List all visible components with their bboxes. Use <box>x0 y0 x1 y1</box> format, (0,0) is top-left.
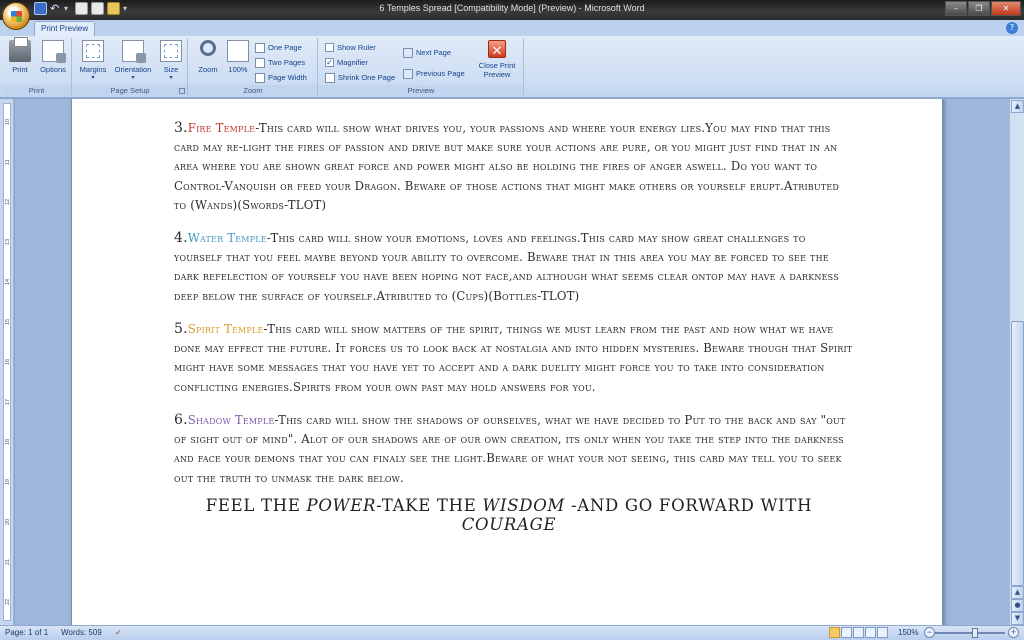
ruler-mark: 18 <box>5 438 11 445</box>
status-bar <box>0 625 1024 640</box>
fire-temple-text: -This card will show what drives you, your passions and where your energy lies.You may find that this card may re-light the fires of passion and drive but make sure your actions are pure, or you might just find that in an area where you are shown great force and power might also be holding the fires of anger aswell. Do you want to Control-Vanquish or feed your Dragon. Beware of those actions that might make others or yourself erupt.Atributed to (Wands)(Swords-TLOT) <box>174 121 840 212</box>
margins-button-label: Margins <box>79 65 107 74</box>
motto-power: POWER <box>306 496 377 515</box>
paragraph-number: 4. <box>174 230 188 246</box>
undo-icon[interactable]: ↶ <box>50 2 60 15</box>
ruler-mark: 11 <box>5 159 11 165</box>
magnifier-label: Magnifier <box>337 58 368 67</box>
zoom-button[interactable] <box>193 40 223 74</box>
print-group <box>2 38 72 96</box>
size-icon <box>160 40 182 62</box>
web-layout-icon[interactable] <box>853 627 864 638</box>
view-buttons <box>829 627 888 638</box>
motto-wisdom: WISDOM <box>482 496 566 515</box>
paragraph-number: 6. <box>174 412 188 428</box>
zoom-button-label: Zoom <box>198 65 218 74</box>
spirit-temple-text: -This card will show matters of the spirit, things we must learn from the past and how what we have done may effect the future. It forces us to look back at nostalgia and into hidden mysteries. Beware though that Spirit might have some messages that you have yet to accept and a dark duelity might force you to take into consideration conflicting energies.Spirits from your own past may hold answers for you. <box>174 322 853 394</box>
word-count[interactable]: Words: 509 <box>61 628 102 637</box>
shadow-temple-text: -This card will show the shadows of ourselves, what we have decided to Put to the back and say "out of sight out of mind". Alot of our shadows are of our own creation, its only when you take the step into the darkness and face your demons that you can finaly see the light.Beware of what your not seeing, this card may tell you to seek out the truth to unmask the dark below. <box>174 413 846 485</box>
undo-dropdown-icon[interactable]: ▾ <box>64 4 69 13</box>
orientation-button[interactable] <box>111 40 155 81</box>
zoom-slider[interactable] <box>935 632 1005 634</box>
restore-button[interactable]: ❐ <box>968 1 990 16</box>
printer-icon <box>9 40 31 62</box>
magnifier-check[interactable]: ✓ <box>326 58 333 67</box>
close-preview-label-1: Close Print <box>478 61 516 70</box>
ruler-mark: 16 <box>5 358 11 365</box>
print-group-label: Print <box>2 85 71 96</box>
vertical-scrollbar[interactable] <box>1009 99 1024 625</box>
ruler-mark: 20 <box>5 518 11 525</box>
margins-icon <box>82 40 104 62</box>
help-icon[interactable]: ? <box>1006 22 1018 34</box>
page-width-icon <box>255 73 265 83</box>
zoom-level[interactable]: 150% <box>898 628 919 637</box>
paragraph-number: 5. <box>174 321 188 337</box>
page-setup-group <box>73 38 188 96</box>
page-width-label: Page Width <box>268 73 307 82</box>
two-pages-label: Two Pages <box>268 58 306 67</box>
page-setup-group-label: Page Setup <box>73 85 187 96</box>
zoom-slider-knob[interactable] <box>972 628 978 638</box>
ruler-mark: 14 <box>5 278 11 285</box>
close-window-button[interactable]: ✕ <box>991 1 1021 16</box>
two-pages-icon <box>255 58 265 68</box>
size-button[interactable] <box>157 40 185 81</box>
orientation-icon <box>122 40 144 62</box>
margins-dropdown-icon: ▾ <box>91 75 95 81</box>
show-ruler-check[interactable] <box>325 43 334 52</box>
proofing-icon[interactable]: ✓ <box>115 628 122 637</box>
ruler-mark: 12 <box>5 198 11 205</box>
zoom-100-button[interactable] <box>225 40 251 74</box>
motto-part: FEEL THE <box>205 496 307 515</box>
zoom-in-button[interactable]: + <box>1008 627 1019 638</box>
fire-temple-heading: Fire Temple <box>187 121 256 135</box>
ruler-mark: 21 <box>5 558 11 565</box>
full-screen-reading-icon[interactable] <box>841 627 852 638</box>
title-bar <box>0 0 1024 20</box>
show-ruler-checkbox[interactable] <box>325 41 376 54</box>
ruler-mark: 13 <box>5 238 11 245</box>
size-button-label: Size <box>163 65 179 74</box>
shrink-one-page-button[interactable] <box>325 71 395 84</box>
close-preview-icon: ✕ <box>488 40 506 58</box>
orientation-dropdown-icon: ▾ <box>131 75 135 81</box>
select-browse-object-button[interactable]: ● <box>1011 599 1024 612</box>
motto-part: -TAKE THE <box>376 496 483 515</box>
close-preview-label-2: Preview <box>483 70 511 79</box>
window-title: 6 Temples Spread [Compatibility Mode] (Preview) - Microsoft Word <box>379 3 645 13</box>
next-page-icon <box>403 48 413 58</box>
closing-motto <box>164 496 854 534</box>
paragraph-shadow-temple <box>174 411 854 488</box>
page-width-button[interactable] <box>255 71 307 84</box>
zoom-100-label: 100% <box>228 65 248 74</box>
previous-page-label: Previous Page <box>416 69 465 78</box>
paragraph-fire-temple <box>174 119 854 215</box>
print-button-label: Print <box>12 65 28 74</box>
zoom-group <box>189 38 318 96</box>
ruler-mark: 22 <box>5 598 11 605</box>
draft-view-icon[interactable] <box>877 627 888 638</box>
ruler-mark: 10 <box>5 118 11 125</box>
motto-courage: COURAGE <box>461 515 557 534</box>
ruler-mark: 19 <box>5 478 11 485</box>
previous-page-button[interactable] <box>403 67 465 80</box>
shadow-temple-heading: Shadow Temple <box>187 413 275 427</box>
print-button[interactable] <box>6 40 34 74</box>
shrink-one-page-label: Shrink One Page <box>338 73 396 82</box>
margins-button[interactable] <box>76 40 110 81</box>
orientation-button-label: Orientation <box>114 65 152 74</box>
office-button[interactable] <box>2 2 30 30</box>
preview-group <box>319 38 524 96</box>
ruler-mark: 17 <box>5 398 11 405</box>
customize-toolbar-icon[interactable]: ▾ <box>123 4 128 13</box>
scroll-up-button[interactable]: ▲ <box>1011 100 1024 113</box>
scrollbar-thumb[interactable] <box>1011 321 1024 586</box>
options-button[interactable] <box>36 40 70 74</box>
paragraph-number: 3. <box>174 120 188 136</box>
two-pages-button[interactable] <box>255 56 305 69</box>
page-count[interactable]: Page: 1 of 1 <box>5 628 49 637</box>
next-page-button[interactable] <box>403 46 451 59</box>
ribbon <box>0 36 1024 98</box>
one-page-button[interactable] <box>255 41 302 54</box>
window-controls <box>945 1 1021 16</box>
options-icon <box>42 40 64 62</box>
spirit-temple-heading: Spirit Temple <box>187 322 264 336</box>
one-page-icon <box>255 43 265 53</box>
document-page[interactable] <box>71 99 943 625</box>
next-page-nav-button[interactable]: ▼ <box>1011 612 1024 625</box>
water-temple-heading: Water Temple <box>187 231 267 245</box>
ribbon-tab-row <box>0 20 1024 36</box>
previous-page-icon <box>403 69 413 79</box>
office-logo-icon <box>11 11 22 22</box>
one-page-label: One Page <box>268 43 302 52</box>
next-page-label: Next Page <box>416 48 452 57</box>
zoom-out-button[interactable]: − <box>924 627 935 638</box>
ruler-mark: 15 <box>5 318 11 325</box>
page-setup-dialog-launcher[interactable] <box>179 88 185 94</box>
motto-part: -AND GO FORWARD WITH <box>565 496 813 515</box>
show-ruler-label: Show Ruler <box>337 43 376 52</box>
print-layout-view-icon[interactable] <box>829 627 840 638</box>
paragraph-spirit-temple <box>174 320 854 397</box>
preview-group-label: Preview <box>319 85 523 96</box>
previous-page-nav-button[interactable]: ▲ <box>1011 586 1024 599</box>
paragraph-water-temple <box>174 229 854 306</box>
magnifier-icon <box>197 40 219 62</box>
size-dropdown-icon: ▾ <box>169 75 173 81</box>
close-print-preview-button[interactable] <box>473 40 521 79</box>
shrink-one-page-icon <box>325 73 335 83</box>
vertical-ruler <box>0 99 14 625</box>
magnifier-checkbox[interactable] <box>325 56 368 69</box>
tab-print-preview[interactable]: Print Preview <box>34 21 95 36</box>
outline-view-icon[interactable] <box>865 627 876 638</box>
document-workspace[interactable] <box>15 99 1009 625</box>
options-button-label: Options <box>40 65 66 74</box>
zoom-group-label: Zoom <box>189 85 317 96</box>
water-temple-text: -This card will show your emotions, loves and feelings.This card may show great challenges to yourself that you feel maybe beyond your ability to overcome. Beware that in this area you may be forced to see the dark refelection of yourself you have been hoping not face,and although what seems clear ontop may have a darkness deep below the surface of yourself.Atributed to (Cups)(Bottles-TLOT) <box>174 231 839 303</box>
minimize-button[interactable]: – <box>945 1 967 16</box>
page-100-icon <box>227 40 249 62</box>
